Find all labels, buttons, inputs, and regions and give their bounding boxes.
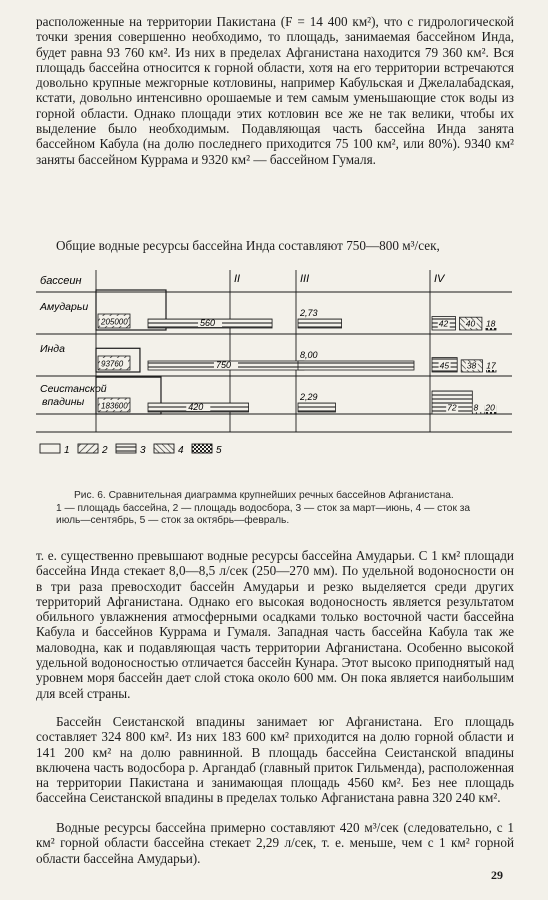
column-header: II bbox=[234, 273, 241, 285]
legend-swatch bbox=[154, 444, 174, 453]
legend-swatch bbox=[78, 444, 98, 453]
page-number: 29 bbox=[491, 868, 503, 882]
bar-area-label: 205000 bbox=[101, 317, 128, 327]
row-label: впадины bbox=[42, 396, 85, 408]
bar-seasonal-label: 20 bbox=[485, 402, 495, 413]
caption-legend-text: 1 — площадь бассейна, 2 — площадь водосбора, 3 — сток за март—июнь, 4 — сток за июль—сентябрь, 5 — сток за октябрь—февраль. bbox=[56, 502, 471, 527]
paragraph-2: Общие водные ресурсы бассейна Инда составляют 750—800 м³/сек, bbox=[56, 238, 440, 253]
row-label: Сеистанской bbox=[40, 383, 107, 395]
bar-specific-runoff bbox=[298, 319, 342, 328]
bar-catchment-label: 750 bbox=[216, 360, 232, 370]
legend-label: 4 bbox=[178, 445, 184, 456]
bar-specific-runoff-label: 2,29 bbox=[300, 392, 318, 402]
bar-specific-runoff bbox=[298, 403, 335, 412]
bar-specific-runoff-label: 8,00 bbox=[300, 350, 318, 360]
bar-seasonal-label: 8 bbox=[473, 402, 479, 413]
legend-label: 2 bbox=[102, 445, 108, 456]
bar-specific-runoff-label: 2,73 bbox=[300, 308, 318, 318]
legend-label: 1 bbox=[64, 445, 70, 456]
row-label: Инда bbox=[40, 343, 65, 355]
row-label: Амударьи bbox=[40, 301, 89, 313]
bar-seasonal-label: 40 bbox=[465, 318, 476, 329]
bar-seasonal-label: 17 bbox=[486, 360, 496, 371]
bar-area-label: 183600 bbox=[101, 401, 128, 411]
bar-specific-runoff bbox=[298, 361, 414, 370]
figure-caption bbox=[56, 490, 496, 528]
bar-catchment-label: 560 bbox=[200, 318, 216, 328]
bar-seasonal-label: 42 bbox=[438, 318, 449, 329]
legend-label: 5 bbox=[216, 445, 222, 456]
comparative-chart bbox=[36, 262, 512, 467]
paragraph-1: расположенные на территории Пакистана (F = 14 400 км²), что с гидрологической точки зрения совершенно необходимо, то площадь, занимаемая бассейном Инда, будет равна 93 760 км². Из них в пределах Афганистана находится 79 360 км². Вся площадь бассейна относится к горной области, хотя на его территории встречаются довольно крупные межгорные котловины, например Кабульская и Джелалабадская, кстати, довольно интенсивно орошаемые и тем самым уменьшающие сток воды из горной области. Однако площади этих котловин все же не так велики, чтобы их выделение было необходимым. Подавляющая часть бассейна Инда занята бассейном Кабула (на долю последнего приходится 75 100 км², или 80%). 9340 км² заняты бассейном Куррама и 9320 км² — бассейном Гумаля. bbox=[36, 14, 514, 167]
row-header: бассеин bbox=[40, 275, 82, 287]
bar-catchment-label: 420 bbox=[188, 402, 204, 412]
paragraph-4: Бассейн Сеистанской впадины занимает юг Афганистана. Его площадь составляет 324 800 км². Из них 183 600 км² приходится на долю горной области и 141 200 км² на долю равнинной. В площадь бассейна Сеистанской впадины включена часть водосбора р. Аргандаб (главный приток Гильменда), расположенная на территории Пакистана и занимающая площадь 4560 км². Без нее площадь бассейна Сеистанской впадины в пределах только Афганистана равна 320 240 км². bbox=[36, 714, 514, 806]
column-header: III bbox=[300, 273, 310, 285]
bar-seasonal-label: 18 bbox=[485, 318, 496, 329]
caption-title: Рис. 6. Сравнительная диаграмма крупнейших речных бассейнов Афганистана. bbox=[74, 490, 454, 501]
legend-swatch bbox=[116, 444, 136, 453]
paragraph-5: Водные ресурсы бассейна примерно составляют 420 м³/сек (следовательно, с 1 км² горной области бассейна стекает 2,29 л/сек, т. е. меньше, чем с 1 км² горной области бассейна Амударьи). bbox=[36, 820, 514, 866]
bar-seasonal-label: 45 bbox=[439, 360, 450, 371]
legend-swatch bbox=[192, 444, 212, 453]
legend-label: 3 bbox=[140, 445, 146, 456]
paragraph-3: т. е. существенно превышают водные ресурсы бассейна Амударьи. С 1 км² площади бассейна Инда стекает 8,0—8,5 л/сек (250—270 мм). По удельной водоносности он в три раза превосходит бассейн Амударьи и резко выделяется среди других территорий Афганистана. Однако его высокая водоносность является результатом обильного увлажнения атмосферными осадками только восточной части бассейна Кабула и бассейнов Куррама и Гумаля. Западная часть бассейна Кабула так же маловодна, как и подавляющая часть территории Афганистана. Особенно высокой удельной водоносностью отличается бассейн Кунара. Этот высоко приподнятый над уровнем моря бассейн дает слой стока около 600 мм. Он пока является наибольшим для всей страны. bbox=[36, 548, 514, 701]
bar-seasonal-label: 72 bbox=[447, 402, 457, 413]
chart-root bbox=[36, 270, 512, 456]
legend-swatch bbox=[40, 444, 60, 453]
bar-seasonal-label: 38 bbox=[466, 360, 477, 371]
bar-area-label: 93760 bbox=[101, 359, 124, 369]
column-header: IV bbox=[434, 273, 445, 285]
